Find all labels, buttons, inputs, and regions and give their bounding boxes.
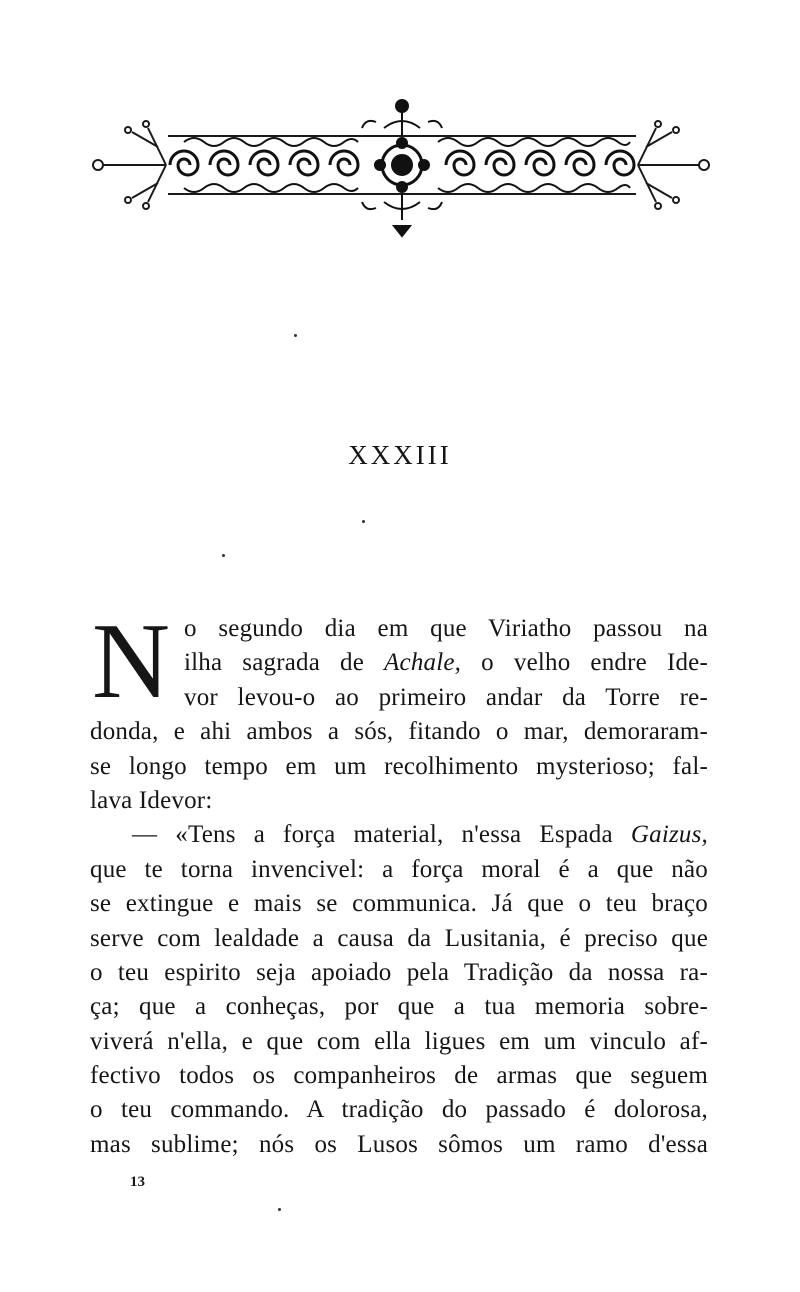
text-line: que te torna invencivel: a força moral é a que não	[90, 855, 708, 883]
text-line: o segundo dia em que Viriatho passou na	[184, 615, 708, 642]
text-line: o teu commando. A tradição do passado é dolorosa,	[90, 1096, 708, 1124]
text-line: fectivo todos os companheiros de armas que seguem	[90, 1062, 708, 1090]
print-speck	[278, 1208, 281, 1211]
print-speck	[222, 554, 225, 557]
text-line: viverá n'ella, e que com ella ligues em um vinculo af-	[90, 1027, 708, 1055]
text-line: serve com lealdade a causa da Lusitania, é preciso que	[90, 924, 708, 952]
headpiece-ornament	[88, 92, 716, 238]
chapter-body	[90, 602, 708, 1162]
text-line: ilha sagrada de Achale, o velho endre Ide-	[184, 649, 708, 677]
drop-cap: N	[92, 602, 170, 721]
chapter-heading: XXXIII	[348, 440, 452, 470]
print-speck	[362, 520, 365, 523]
print-speck	[294, 334, 297, 337]
text-line: se extingue e mais se communica. Já que o teu braço	[90, 890, 708, 918]
text-line: mas sublime; nós os Lusos sômos um ramo d'essa	[90, 1130, 708, 1158]
text-line: lava Idevor:	[90, 786, 213, 814]
text-line: vor levou-o ao primeiro andar da Torre re-	[184, 683, 708, 711]
text-line: ça; que a conheças, por que a tua memoria sobre-	[90, 993, 708, 1021]
signature-mark: 13	[130, 1174, 145, 1190]
text-line: o teu espirito seja apoiado pela Tradição da nossa ra-	[90, 958, 708, 986]
text-line: — «Tens a força material, n'essa Espada Gaizus,	[132, 821, 708, 849]
text-line: donda, e ahi ambos a sós, fitando o mar, demoraram-	[90, 718, 708, 746]
text-line: se longo tempo em um recolhimento mysterioso; fal-	[90, 752, 708, 780]
